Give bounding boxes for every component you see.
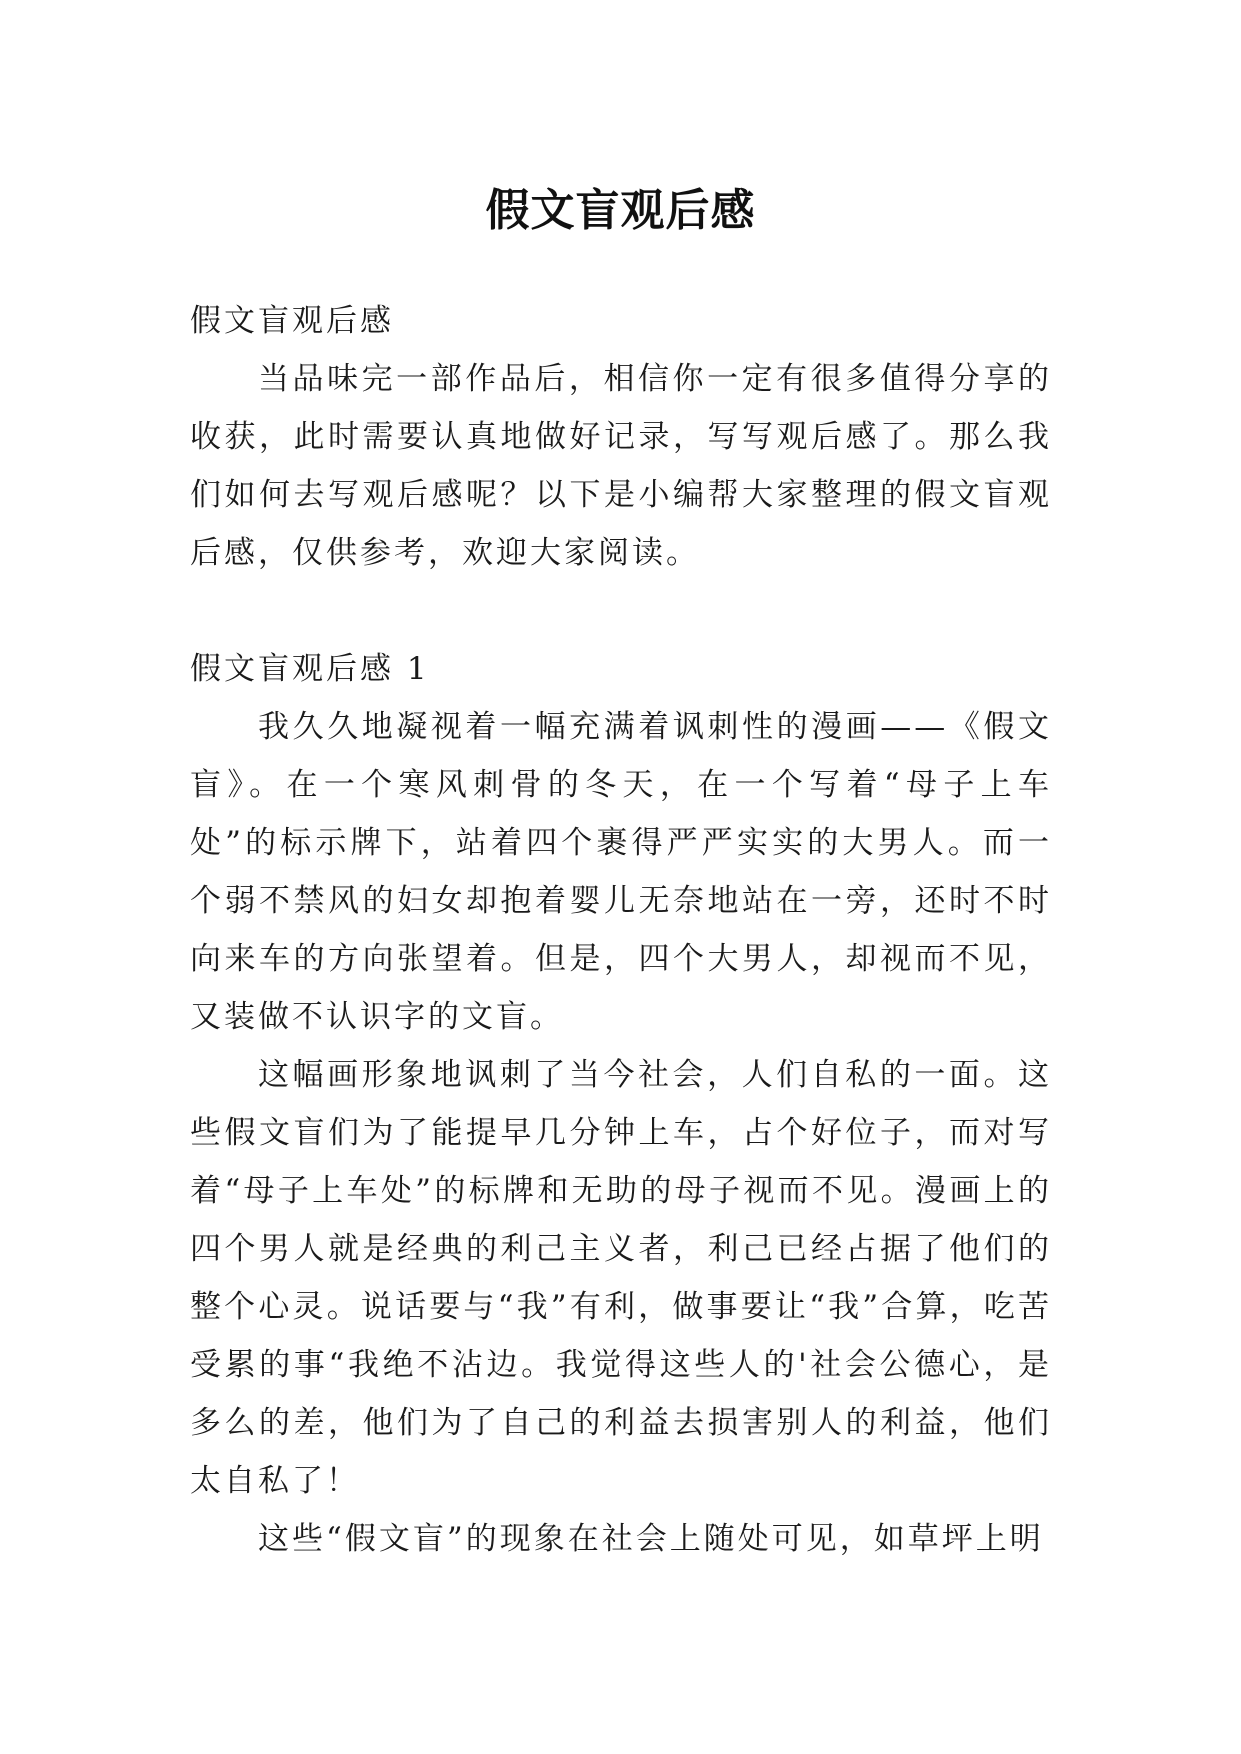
intro-section (190, 292, 1052, 582)
section-spacer (190, 582, 1052, 640)
document-body (190, 292, 1052, 1568)
essay-section-1 (190, 640, 1052, 1568)
section-heading: 假文盲观后感 (190, 303, 394, 339)
document-title: 假文盲观后感 (485, 185, 756, 237)
intro-paragraph: 当品味完一部作品后，相信你一定有很多值得分享的收获，此时需要认真地做好记录，写写观后感了。那么我们如何去写观后感呢？以下是小编帮大家整理的假文盲观后感，仅供参考，欢迎大家阅读。 (190, 361, 1052, 571)
body-paragraph: 这些“假文盲”的现象在社会上随处可见，如草坪上明 (258, 1521, 1044, 1557)
body-paragraph: 这幅画形象地讽刺了当今社会，人们自私的一面。这些假文盲们为了能提早几分钟上车，占个好位子，而对写着“母子上车处”的标牌和无助的母子视而不见。漫画上的四个男人就是经典的利己主义者，利己已经占据了他们的整个心灵。说话要与“我”有利，做事要让“我”合算，吃苦受累的事“我绝不沾边。我觉得这些人的'社会公德心，是多么的差，他们为了自己的利益去损害别人的利益，他们太自私了！ (190, 1057, 1052, 1499)
section-heading: 假文盲观后感 1 (190, 651, 430, 687)
body-paragraph: 我久久地凝视着一幅充满着讽刺性的漫画——《假文盲》。在一个寒风刺骨的冬天，在一个写着“母子上车处”的标示牌下，站着四个裹得严严实实的大男人。而一个弱不禁风的妇女却抱着婴儿无奈地站在一旁，还时不时向来车的方向张望着。但是，四个大男人，却视而不见，又装做不认识字的文盲。 (190, 709, 1052, 1035)
